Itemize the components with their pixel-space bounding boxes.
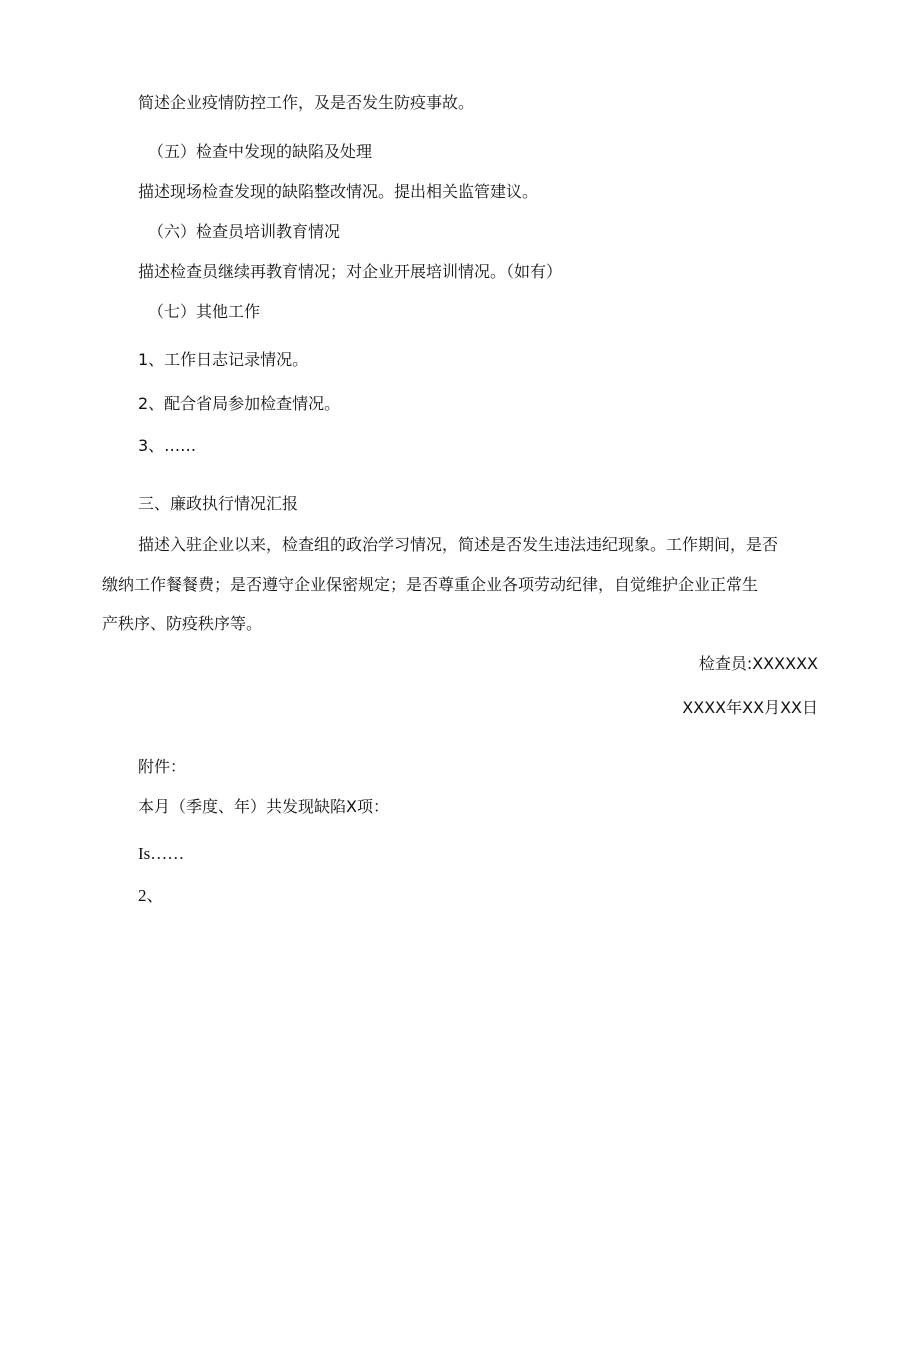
section-six-paragraph: 描述检查员继续再教育情况；对企业开展培训情况。（如有） [138,262,563,281]
integrity-paragraph-line: 描述入驻企业以来，检查组的政治学习情况，简述是否发生违法违纪现象。工作期间，是否 [138,535,779,554]
section-five-heading: （五）检查中发现的缺陷及处理 [148,142,373,161]
section-seven-heading: （七）其他工作 [148,302,261,321]
epidemic-paragraph: 简述企业疫情防控工作，及是否发生防疫事故。 [138,93,475,112]
list-item: 3、…… [138,436,197,455]
integrity-paragraph-line: 产秩序、防疫秩序等。 [102,614,263,633]
attachment-item: Is…… [138,844,185,863]
list-item: 2、配合省局参加检查情况。 [138,394,341,413]
section-three-heading: 三、廉政执行情况汇报 [138,494,299,513]
inspector-signature: 检查员:XXXXXX [698,654,818,673]
list-item: 1、工作日志记录情况。 [138,350,309,369]
attachment-item: 2、 [138,886,164,905]
section-five-paragraph: 描述现场检查发现的缺陷整改情况。提出相关监管建议。 [138,182,539,201]
integrity-paragraph-line: 缴纳工作餐餐费；是否遵守企业保密规定；是否尊重企业各项劳动纪律，自觉维护企业正常生 [102,575,759,594]
attachment-label: 附件： [138,757,187,776]
report-date: XXXX年XX月XX日 [682,698,818,717]
section-six-heading: （六）检查员培训教育情况 [148,222,341,241]
attachment-summary: 本月（季度、年）共发现缺陷X项： [138,797,389,816]
